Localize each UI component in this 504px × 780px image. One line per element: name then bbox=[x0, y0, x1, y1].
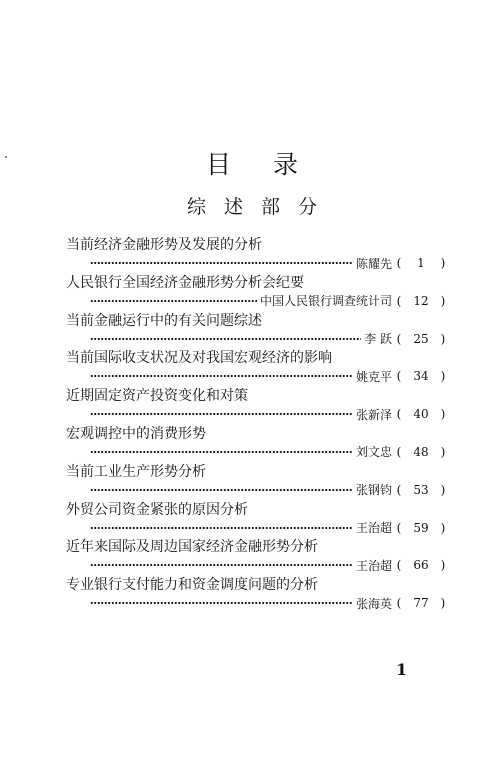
toc-entry bbox=[66, 236, 450, 274]
entry-title: 当前金融运行中的有关问题综述 bbox=[66, 312, 262, 329]
open-paren: ( bbox=[396, 293, 402, 308]
toc-entry bbox=[66, 538, 450, 576]
entry-leader-line bbox=[90, 481, 450, 499]
entry-page: 53 bbox=[413, 482, 429, 497]
entry-author: 张新泽 bbox=[355, 407, 392, 422]
entry-author: 刘文忠 bbox=[355, 445, 392, 460]
open-paren: ( bbox=[396, 520, 402, 535]
toc-entry bbox=[66, 312, 450, 350]
entry-leader-line bbox=[90, 556, 450, 574]
entry-page: 25 bbox=[413, 331, 429, 346]
close-paren: ) bbox=[440, 596, 446, 611]
page-title: 目录 bbox=[205, 150, 340, 179]
entry-leader-line bbox=[90, 443, 450, 461]
entry-author: 姚克平 bbox=[355, 369, 392, 384]
open-paren: ( bbox=[396, 369, 402, 384]
close-paren: ) bbox=[440, 331, 446, 346]
dot-leader bbox=[90, 527, 353, 529]
toc-entry bbox=[66, 425, 450, 463]
entry-title: 外贸公司资金紧张的原因分析 bbox=[66, 501, 248, 518]
entry-page: 59 bbox=[413, 520, 429, 535]
toc-entry bbox=[66, 463, 450, 501]
entry-page: 34 bbox=[413, 369, 429, 384]
open-paren: ( bbox=[396, 407, 402, 422]
entry-author: 张海英 bbox=[355, 596, 392, 611]
entry-title: 当前国际收支状况及对我国宏观经济的影响 bbox=[66, 350, 332, 367]
close-paren: ) bbox=[440, 256, 446, 270]
open-paren: ( bbox=[396, 596, 402, 611]
entry-leader-line bbox=[90, 594, 450, 612]
open-paren: ( bbox=[396, 331, 402, 346]
toc-entry bbox=[66, 274, 450, 312]
dot-leader bbox=[90, 564, 353, 566]
entry-page: 48 bbox=[413, 444, 429, 459]
section-heading: 综述部分 bbox=[186, 196, 335, 218]
entry-leader-line bbox=[90, 367, 450, 385]
toc-entry bbox=[66, 387, 450, 425]
dot-leader bbox=[90, 375, 353, 377]
entry-title: 专业银行支付能力和资金调度问题的分析 bbox=[66, 577, 318, 594]
entry-author: 王治超 bbox=[355, 521, 392, 536]
entry-author: 张钢钧 bbox=[355, 483, 392, 498]
close-paren: ) bbox=[440, 520, 446, 535]
open-paren: ( bbox=[396, 558, 402, 573]
entry-author: 陈耀先 bbox=[355, 256, 392, 271]
dot-leader bbox=[90, 413, 353, 415]
page-number: 1 bbox=[396, 660, 408, 679]
entry-title: 宏观调控中的消费形势 bbox=[66, 425, 206, 442]
open-paren: ( bbox=[396, 256, 402, 270]
open-paren: ( bbox=[396, 444, 402, 459]
close-paren: ) bbox=[440, 293, 446, 308]
entry-page: 66 bbox=[413, 558, 429, 573]
entry-leader-line bbox=[90, 330, 450, 348]
close-paren: ) bbox=[440, 482, 446, 497]
entry-page: 12 bbox=[413, 293, 429, 308]
toc-entry bbox=[66, 576, 450, 614]
entry-leader-line bbox=[90, 519, 450, 537]
entry-title: 人民银行全国经济金融形势分析会纪要 bbox=[66, 274, 304, 291]
entry-title: 近期固定资产投资变化和对策 bbox=[66, 388, 248, 405]
entry-leader-line bbox=[90, 254, 450, 272]
open-paren: ( bbox=[396, 482, 402, 497]
dot-leader bbox=[90, 300, 257, 302]
close-paren: ) bbox=[440, 558, 446, 573]
entry-title: 当前经济金融形势及发展的分析 bbox=[66, 237, 262, 253]
table-of-contents bbox=[66, 236, 450, 614]
close-paren: ) bbox=[440, 407, 446, 422]
entry-author: 中国人民银行调查统计司 bbox=[259, 294, 392, 309]
toc-entry bbox=[66, 349, 450, 387]
dot-leader bbox=[90, 489, 353, 491]
close-paren: ) bbox=[440, 369, 446, 384]
toc-entry bbox=[66, 501, 450, 539]
entry-leader-line bbox=[90, 292, 450, 310]
dot-leader bbox=[90, 602, 353, 604]
entry-title: 近年来国际及周边国家经济金融形势分析 bbox=[66, 539, 318, 556]
entry-title: 当前工业生产形势分析 bbox=[66, 463, 206, 480]
dot-leader bbox=[90, 338, 361, 340]
entry-page: 1 bbox=[417, 256, 425, 270]
dot-leader bbox=[90, 451, 353, 453]
close-paren: ) bbox=[440, 444, 446, 459]
entry-page: 40 bbox=[413, 407, 429, 422]
dot-leader bbox=[90, 262, 353, 264]
entry-leader-line bbox=[90, 405, 450, 423]
entry-author: 李 跃 bbox=[364, 332, 392, 347]
entry-page: 77 bbox=[413, 596, 429, 611]
entry-author: 王治超 bbox=[355, 558, 392, 573]
